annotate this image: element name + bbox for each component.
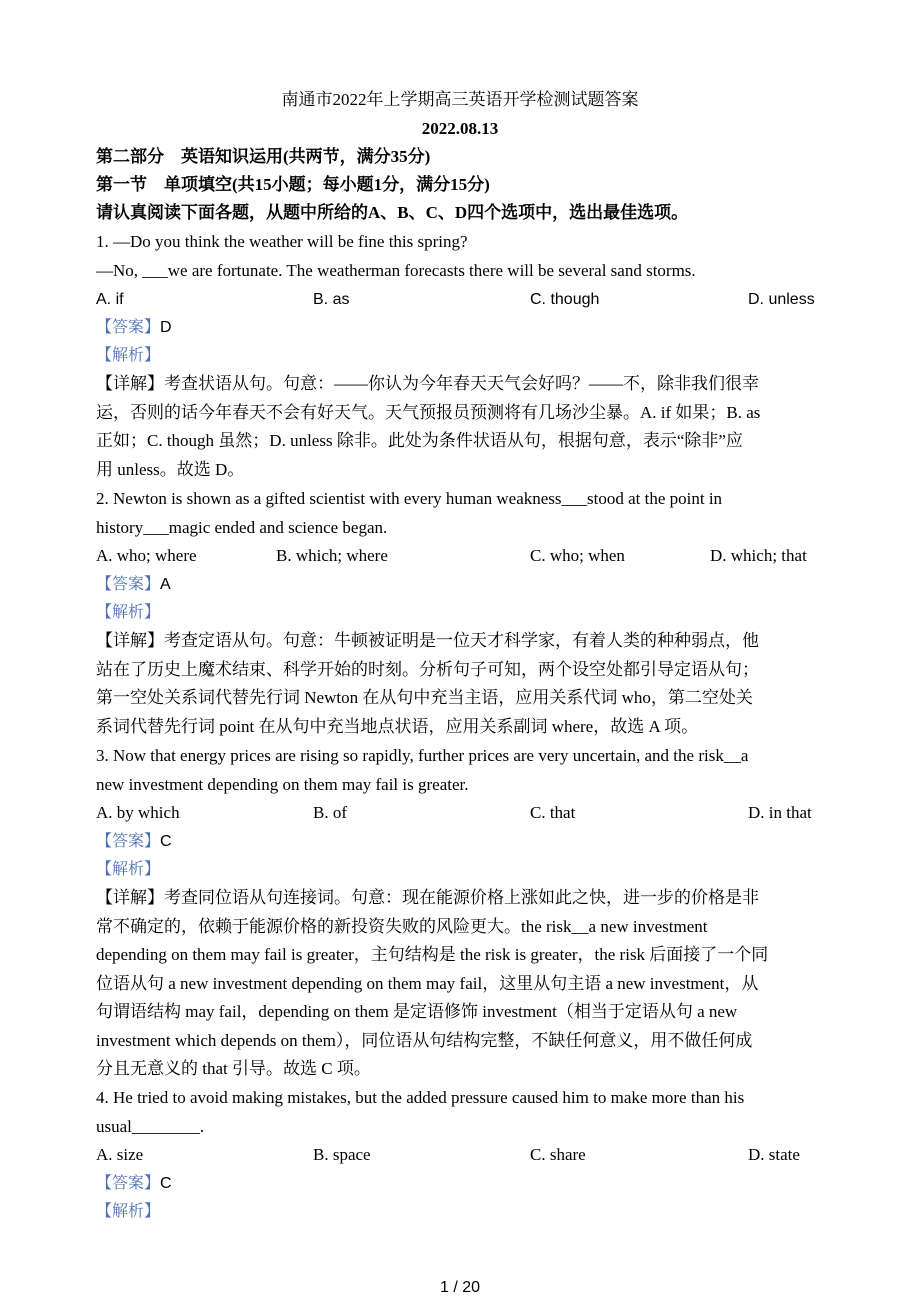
option-b: B. of xyxy=(313,803,347,822)
analysis-label xyxy=(96,345,160,365)
question-stem: 1. —Do you think the weather will be fine this spring? xyxy=(96,232,468,251)
answer-label: 【答案】 xyxy=(96,574,161,593)
question-stem: 3. Now that energy prices are rising so rapidly, further prices are very uncertain, and the risk__a xyxy=(96,746,749,765)
detail-text: 系词代替先行词 point 在从句中充当地点状语，应用关系副词 where，故选 A 项。 xyxy=(96,717,699,736)
answer-label: 【答案】 xyxy=(96,831,161,850)
answer-label: 【答案】 xyxy=(96,317,161,336)
section-heading: 第一节 单项填空(共15小题；每小题1分，满分15分) xyxy=(96,175,490,194)
answer-line xyxy=(96,1173,172,1194)
question-stem: 4. He tried to avoid making mistakes, but the added pressure caused him to make more than his xyxy=(96,1088,745,1107)
answer-value: C xyxy=(160,1175,172,1192)
option-a: A. by which xyxy=(96,803,180,822)
option-c: C. who; when xyxy=(530,546,625,565)
detail-text: 分且无意义的 that 引导。故选 C 项。 xyxy=(96,1059,371,1078)
detail-label: 【详解】 xyxy=(96,374,164,393)
analysis-label-text: 【解析】 xyxy=(96,602,161,621)
detail-label: 【详解】 xyxy=(96,888,164,907)
detail-line xyxy=(96,374,759,394)
detail-text: 常不确定的，依赖于能源价格的新投资失败的风险更大。the risk__a new investment xyxy=(96,917,708,936)
page-title: 南通市2022年上学期高三英语开学检测试题答案 xyxy=(281,90,639,109)
detail-text: 考查同位语从句连接词。句意：现在能源价格上涨如此之快，进一步的价格是非 xyxy=(164,888,759,907)
analysis-label xyxy=(96,602,160,622)
option-d: D. state xyxy=(748,1145,800,1164)
answer-line xyxy=(96,574,171,595)
detail-text: 正如；C. though 虽然；D. unless 除非。此处为条件状语从句，根据句意，表示“除非”应 xyxy=(96,431,743,450)
option-c: C. though xyxy=(530,291,600,308)
option-d: D. which; that xyxy=(710,546,807,565)
question-stem: 2. Newton is shown as a gifted scientist with every human weakness___stood at the point in xyxy=(96,489,723,508)
question-stem: —No, ___we are fortunate. The weatherman forecasts there will be several sand storms. xyxy=(96,261,696,280)
option-b: B. which; where xyxy=(276,546,388,565)
question-stem: history___magic ended and science began. xyxy=(96,518,388,537)
detail-line xyxy=(96,631,759,651)
analysis-label-text: 【解析】 xyxy=(96,859,161,878)
option-a: A. if xyxy=(96,291,124,308)
detail-text: 考查状语从句。句意：——你认为今年春天天气会好吗？——不，除非我们很幸 xyxy=(164,374,759,393)
option-b: B. as xyxy=(313,291,350,308)
analysis-label xyxy=(96,1201,160,1221)
answer-line xyxy=(96,831,172,852)
option-d: D. in that xyxy=(748,803,812,822)
answer-value: A xyxy=(160,576,171,593)
question-stem: usual________. xyxy=(96,1117,205,1136)
analysis-label-text: 【解析】 xyxy=(96,1201,161,1220)
detail-line xyxy=(96,888,759,908)
detail-text: 位语从句 a new investment depending on them may fail，这里从句主语 a new investment，从 xyxy=(96,974,759,993)
analysis-label xyxy=(96,859,160,879)
detail-text: depending on them may fail is greater，主句结构是 the risk is greater，the risk 后面接了一个同 xyxy=(96,945,769,964)
question-stem: new investment depending on them may fail is greater. xyxy=(96,775,469,794)
page-date: 2022.08.13 xyxy=(421,119,499,138)
detail-text: 站在了历史上魔术结束、科学开始的时刻。分析句子可知，两个设空处都引导定语从句； xyxy=(96,660,759,679)
detail-text: investment which depends on them），同位语从句结构完整，不缺任何意义，用不做任何成 xyxy=(96,1031,753,1050)
detail-text: 句谓语结构 may fail，depending on them 是定语修饰 investment（相当于定语从句 a new xyxy=(96,1002,738,1021)
detail-label: 【详解】 xyxy=(96,631,164,650)
detail-text: 第一空处关系词代替先行词 Newton 在从句中充当主语，应用关系代词 who，第二空处关 xyxy=(96,688,753,707)
answer-value: D xyxy=(160,319,172,336)
answer-line xyxy=(96,317,172,338)
detail-text: 用 unless。故选 D。 xyxy=(96,460,245,479)
option-a: A. who; where xyxy=(96,546,197,565)
option-b: B. space xyxy=(313,1145,371,1164)
detail-text: 运，否则的话今年春天不会有好天气。天气预报员预测将有几场沙尘暴。A. if 如果；B. as xyxy=(96,403,761,422)
page-number: 1 / 20 xyxy=(439,1279,481,1296)
instruction-text: 请认真阅读下面各题，从题中所给的A、B、C、D四个选项中，选出最佳选项。 xyxy=(96,203,689,222)
option-c: C. that xyxy=(530,803,576,822)
analysis-label-text: 【解析】 xyxy=(96,345,161,364)
option-a: A. size xyxy=(96,1145,144,1164)
answer-value: C xyxy=(160,833,172,850)
option-d: D. unless xyxy=(748,291,815,308)
detail-text: 考查定语从句。句意：牛顿被证明是一位天才科学家，有着人类的种种弱点，他 xyxy=(164,631,759,650)
option-c: C. share xyxy=(530,1145,586,1164)
answer-label: 【答案】 xyxy=(96,1173,161,1192)
part-heading: 第二部分 英语知识运用(共两节，满分35分) xyxy=(96,147,431,166)
